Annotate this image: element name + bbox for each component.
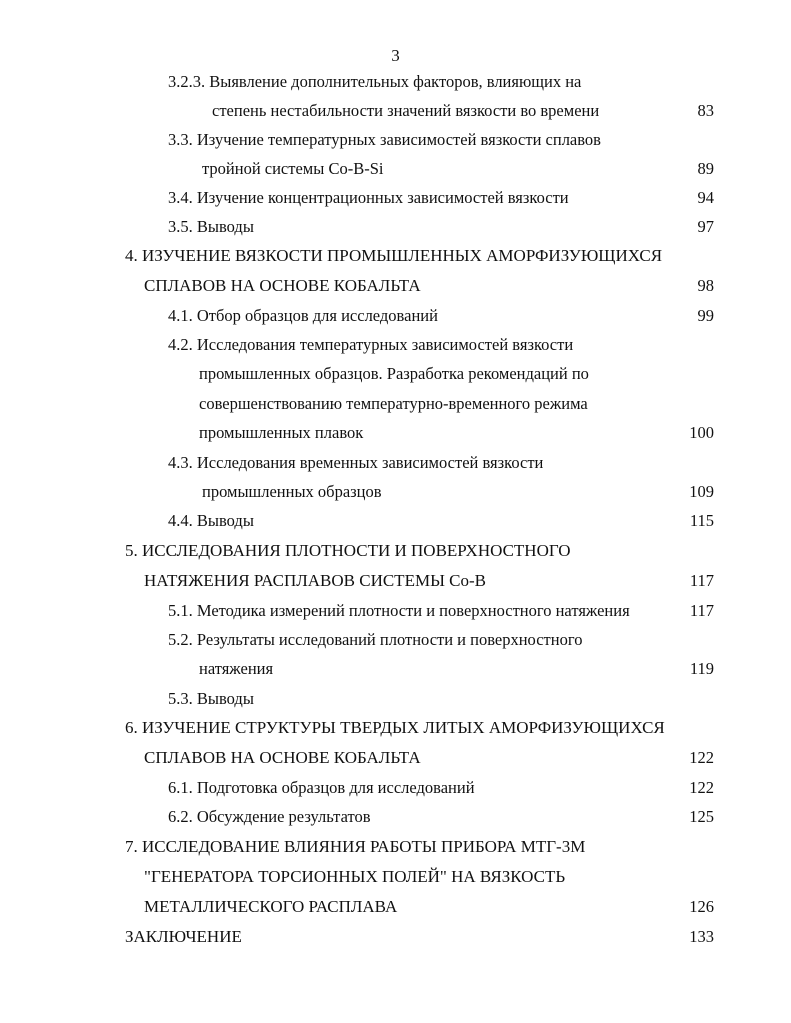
toc-entry-line: 4. ИЗУЧЕНИЕ ВЯЗКОСТИ ПРОМЫШЛЕННЫХ АМОРФИЗУЮЩИХСЯ bbox=[125, 246, 663, 265]
toc-page-number: 83 bbox=[697, 101, 714, 120]
toc-page-number: 122 bbox=[689, 748, 714, 767]
toc-page-number: 122 bbox=[689, 778, 714, 797]
toc-page-number: 89 bbox=[697, 159, 714, 178]
toc-entry-line: 5.3. Выводы bbox=[168, 689, 254, 708]
toc-entry-line: НАТЯЖЕНИЯ РАСПЛАВОВ СИСТЕМЫ Co-B bbox=[144, 571, 486, 590]
toc-page-number: 115 bbox=[689, 511, 714, 530]
toc-entry-line: промышленных образцов bbox=[202, 482, 382, 501]
toc-entry-line: тройной системы Co-B-Si bbox=[202, 159, 384, 178]
toc-entry-line: ЗАКЛЮЧЕНИЕ bbox=[125, 927, 242, 946]
toc-page-number: 109 bbox=[689, 482, 714, 501]
toc-entry-line: 3.3. Изучение температурных зависимостей вязкости сплавов bbox=[168, 130, 601, 149]
toc-entry-line: 4.4. Выводы bbox=[168, 511, 254, 530]
toc-page-number: 125 bbox=[689, 807, 714, 826]
toc-entry-line: 3.4. Изучение концентрационных зависимостей вязкости bbox=[168, 188, 569, 207]
toc-page-number: 117 bbox=[689, 571, 714, 590]
page-number: 3 bbox=[391, 46, 400, 65]
toc-entry-line: 3.5. Выводы bbox=[168, 217, 254, 236]
toc-page-number: 126 bbox=[689, 897, 714, 916]
toc-entry-line: 4.3. Исследования временных зависимостей вязкости bbox=[168, 453, 544, 472]
toc-entry-line: СПЛАВОВ НА ОСНОВЕ КОБАЛЬТА bbox=[144, 748, 421, 767]
toc-page-number: 119 bbox=[689, 659, 714, 678]
toc-page-number: 117 bbox=[689, 601, 714, 620]
toc-entry-line: 6. ИЗУЧЕНИЕ СТРУКТУРЫ ТВЕРДЫХ ЛИТЫХ АМОРФИЗУЮЩИХСЯ bbox=[125, 718, 665, 737]
toc-page-number: 99 bbox=[697, 306, 714, 325]
toc-entry-line: СПЛАВОВ НА ОСНОВЕ КОБАЛЬТА bbox=[144, 276, 421, 295]
toc-entry-line: 5.1. Методика измерений плотности и поверхностного натяжения bbox=[168, 601, 630, 620]
toc-entry-line: 5. ИССЛЕДОВАНИЯ ПЛОТНОСТИ И ПОВЕРХНОСТНОГО bbox=[125, 541, 571, 560]
toc-entry-line: 4.1. Отбор образцов для исследований bbox=[168, 306, 438, 325]
toc-page-number: 94 bbox=[697, 188, 714, 207]
toc-entry-line: МЕТАЛЛИЧЕСКОГО РАСПЛАВА bbox=[144, 897, 398, 916]
toc-entry-line: промышленных плавок bbox=[199, 423, 364, 442]
toc-entry-line: промышленных образцов. Разработка рекомендаций по bbox=[199, 364, 589, 383]
toc-entry-line: 3.2.3. Выявление дополнительных факторов, влияющих на bbox=[168, 72, 582, 91]
toc-entry-line: "ГЕНЕРАТОРА ТОРСИОННЫХ ПОЛЕЙ" НА ВЯЗКОСТЬ bbox=[144, 867, 566, 886]
toc-entry-line: натяжения bbox=[199, 659, 274, 678]
toc-entry-line: 7. ИССЛЕДОВАНИЕ ВЛИЯНИЯ РАБОТЫ ПРИБОРА МТГ-3М bbox=[125, 837, 586, 856]
toc-page-number: 133 bbox=[689, 927, 714, 946]
toc-page-number: 97 bbox=[697, 217, 714, 236]
toc-entry-line: 6.1. Подготовка образцов для исследований bbox=[168, 778, 475, 797]
toc-entry-line: 5.2. Результаты исследований плотности и поверхностного bbox=[168, 630, 583, 649]
toc-entry-line: 6.2. Обсуждение результатов bbox=[168, 807, 371, 826]
toc-page-number: 100 bbox=[689, 423, 714, 442]
toc-entry-line: 4.2. Исследования температурных зависимостей вязкости bbox=[168, 335, 574, 354]
toc-entry-line: степень нестабильности значений вязкости во времени bbox=[212, 101, 600, 120]
toc-entry-line: совершенствованию температурно-временного режима bbox=[199, 394, 588, 413]
toc-page-number: 98 bbox=[697, 276, 714, 295]
